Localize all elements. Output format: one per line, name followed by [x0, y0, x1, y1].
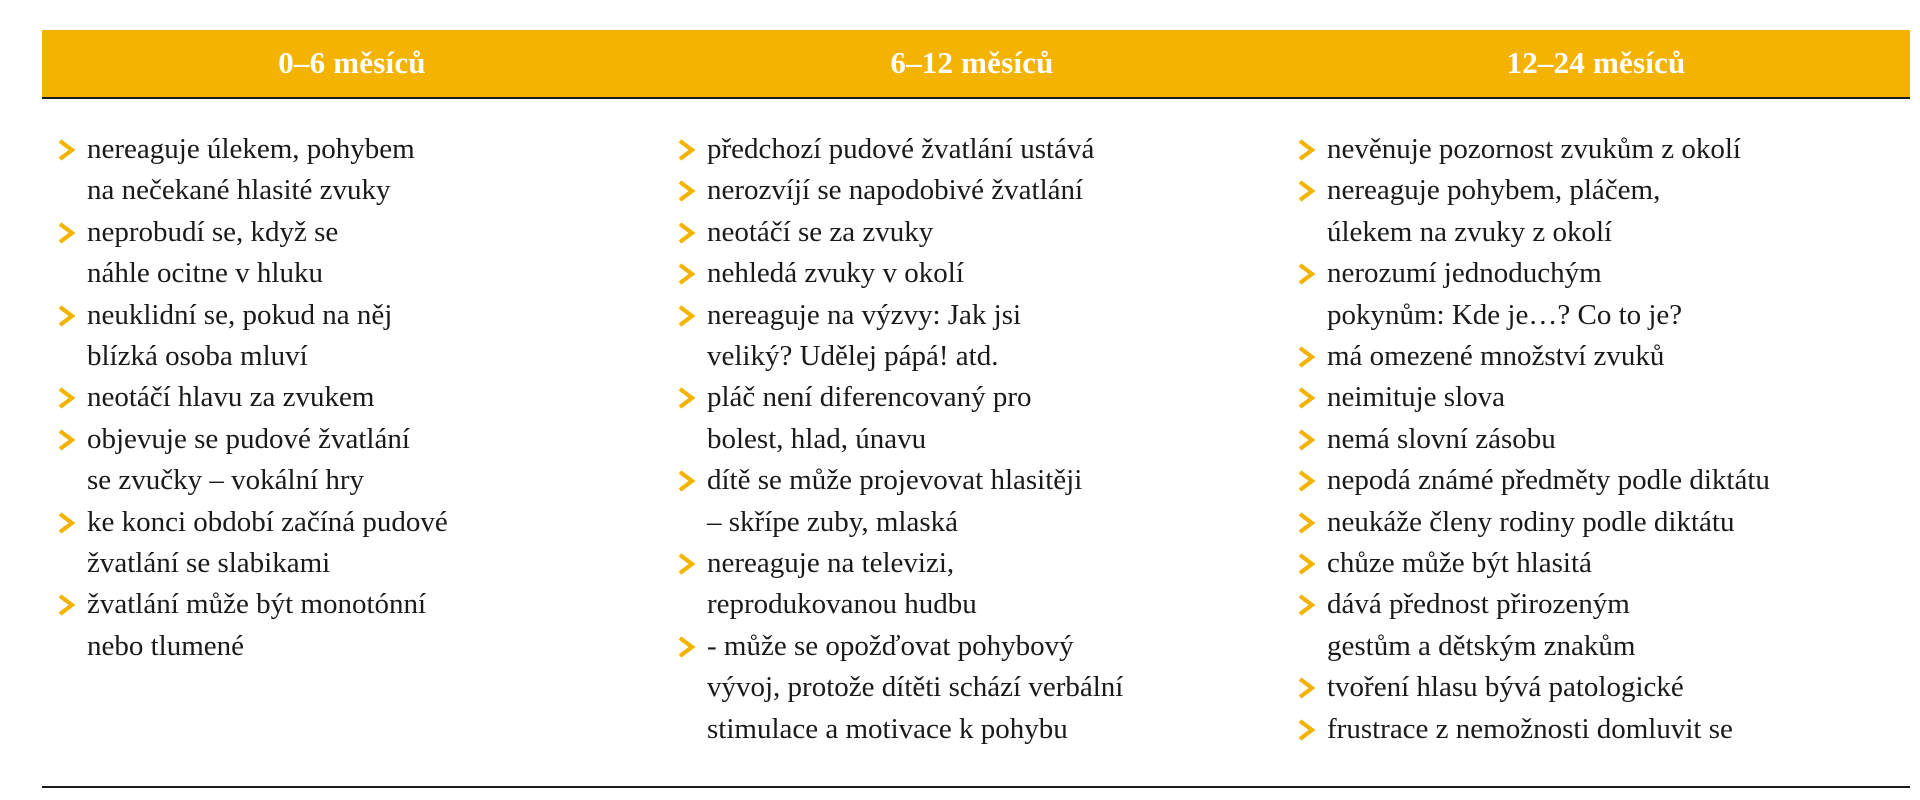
list-item-text: objevuje se pudové žvatlání se zvučky – vokální hry	[87, 422, 410, 497]
list-item-text: nepodá známé předměty podle diktátu	[1327, 464, 1770, 497]
list-item-text: tvoření hlasu bývá patologické	[1327, 671, 1684, 704]
column-6-12-months	[662, 129, 1282, 750]
list-item	[676, 170, 1282, 211]
chevron-right-icon	[676, 387, 696, 409]
list-item-text: nehledá zvuky v okolí	[707, 257, 964, 290]
list-item	[1296, 170, 1910, 253]
list-item-text: neprobudí se, když se náhle ocitne v hluku	[87, 215, 339, 290]
list-item-text: dítě se může projevovat hlasitěji – skřípe zuby, mlaská	[707, 464, 1083, 538]
list-item	[1296, 129, 1910, 170]
list-item-text: nereaguje na výzvy: Jak jsi veliký? Udělej pápá! atd.	[707, 298, 1022, 373]
chevron-right-icon	[1296, 594, 1316, 616]
chevron-right-icon	[676, 636, 696, 658]
chevron-right-icon	[1296, 346, 1316, 368]
list-item-text: neuklidní se, pokud na něj blízká osoba mluví	[87, 298, 393, 373]
chevron-right-icon	[1296, 512, 1316, 534]
list-item	[56, 502, 662, 585]
chevron-right-icon	[676, 470, 696, 492]
chevron-right-icon	[1296, 263, 1316, 285]
list-item-text: ke konci období začíná pudové žvatlání se slabikami	[87, 505, 448, 580]
list-item-text: neotáčí se za zvuky	[707, 215, 934, 248]
list-item-text: nevěnuje pozornost zvukům z okolí	[1327, 133, 1741, 165]
list-item	[56, 212, 662, 295]
list-item	[1296, 253, 1910, 336]
chevron-right-icon	[1296, 677, 1316, 699]
list-item-text: dává přednost přirozeným gestům a dětským znakům	[1327, 588, 1636, 662]
chevron-right-icon	[1296, 139, 1316, 161]
chevron-right-icon	[676, 553, 696, 575]
bottom-rule	[42, 786, 1910, 788]
chevron-right-icon	[1296, 553, 1316, 575]
list-item-text: neotáčí hlavu za zvukem	[87, 381, 375, 414]
chevron-right-icon	[1296, 429, 1316, 451]
list-item	[1296, 460, 1910, 501]
list-item	[676, 543, 1282, 626]
list-item	[1296, 336, 1910, 377]
list-item	[56, 419, 662, 502]
list-item-text: frustrace z nemožnosti domluvit se	[1327, 712, 1733, 745]
list-item	[676, 377, 1282, 460]
chevron-right-icon	[1296, 470, 1316, 492]
list-item-text: nereaguje úlekem, pohybem na nečekané hlasité zvuky	[87, 133, 415, 207]
symptoms-table	[42, 30, 1910, 790]
column-12-24-months	[1282, 129, 1910, 750]
list-item-text: pláč není diferencovaný pro bolest, hlad, únavu	[707, 381, 1032, 455]
column-0-6-months	[42, 129, 662, 750]
list-item	[56, 377, 662, 418]
chevron-right-icon	[56, 222, 76, 244]
list-item-text: nereaguje pohybem, pláčem, úlekem na zvuky z okolí	[1327, 174, 1661, 248]
list-item	[676, 460, 1282, 543]
chevron-right-icon	[676, 222, 696, 244]
list-item	[676, 253, 1282, 294]
chevron-right-icon	[676, 305, 696, 327]
list-item-text: neimituje slova	[1327, 381, 1505, 414]
list-item-text: předchozí pudové žvatlání ustává	[707, 133, 1095, 165]
chevron-right-icon	[56, 594, 76, 616]
list-item-text: nerozumí jednoduchým pokynům: Kde je…? Co to je?	[1327, 257, 1683, 331]
list-item	[1296, 709, 1910, 750]
chevron-right-icon	[676, 263, 696, 285]
list-item	[1296, 543, 1910, 584]
list-item	[1296, 419, 1910, 460]
list-item	[56, 584, 662, 667]
chevron-right-icon	[56, 429, 76, 451]
list-item	[676, 626, 1282, 750]
list-item-text: neukáže členy rodiny podle diktátu	[1327, 505, 1735, 538]
header-12-24-months: 12–24 měsíců	[1506, 44, 1686, 80]
list-item-text: má omezené množství zvuků	[1327, 340, 1665, 373]
list-item	[676, 212, 1282, 253]
list-item	[1296, 377, 1910, 418]
list-item	[676, 295, 1282, 378]
list-item-text: chůze může být hlasitá	[1327, 547, 1592, 580]
list-item	[56, 295, 662, 378]
list-item	[1296, 667, 1910, 708]
chevron-right-icon	[676, 180, 696, 202]
chevron-right-icon	[56, 387, 76, 409]
chevron-right-icon	[56, 512, 76, 534]
list-item-text: nemá slovní zásobu	[1327, 422, 1556, 455]
chevron-right-icon	[1296, 387, 1316, 409]
list-item	[676, 129, 1282, 170]
chevron-right-icon	[56, 139, 76, 161]
chevron-right-icon	[1296, 180, 1316, 202]
list-item	[1296, 502, 1910, 543]
list-item-text: žvatlání může být monotónní nebo tlumené	[87, 588, 427, 662]
table-header-row	[42, 30, 1910, 99]
chevron-right-icon	[56, 305, 76, 327]
header-0-6-months: 0–6 měsíců	[278, 44, 426, 80]
list-item-text: nerozvíjí se napodobivé žvatlání	[707, 174, 1084, 207]
list-item-text: - může se opožďovat pohybový vývoj, protože dítěti schází verbální stimulace a motivace k pohybu	[707, 629, 1124, 745]
chevron-right-icon	[676, 139, 696, 161]
table-body	[42, 129, 1910, 750]
list-item	[56, 129, 662, 212]
header-6-12-months: 6–12 měsíců	[890, 44, 1054, 80]
list-item-text: nereaguje na televizi, reprodukovanou hudbu	[707, 547, 977, 621]
chevron-right-icon	[1296, 719, 1316, 741]
list-item	[1296, 584, 1910, 667]
